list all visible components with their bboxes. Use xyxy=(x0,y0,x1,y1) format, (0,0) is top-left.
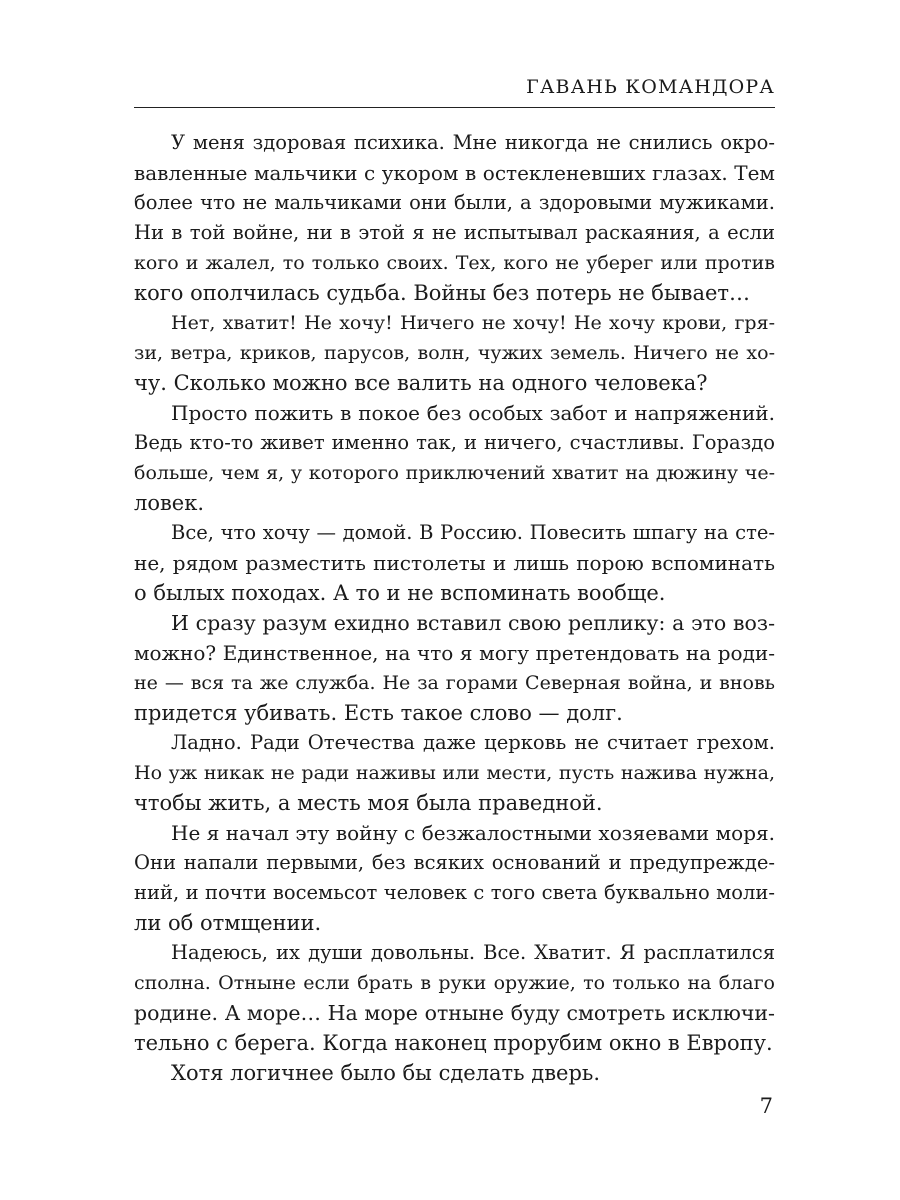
paragraph-line: Ни в той войне, ни в этой я не испытывал раскаяния, а если xyxy=(134,221,775,244)
paragraph-line: Все, что хочу — домой. В Россию. Повесить шпагу на сте- xyxy=(171,521,775,544)
paragraph-line: более что не мальчиками они были, а здоровыми мужиками. xyxy=(134,191,775,214)
paragraph-line: Но уж никак не ради наживы или мести, пусть нажива нужна, xyxy=(134,762,775,784)
paragraph-line: Нет, хватит! Не хочу! Ничего не хочу! Не хочу крови, гря- xyxy=(171,312,775,334)
paragraph-line: ловек. xyxy=(134,491,205,515)
paragraph-line: не, рядом разместить пистолеты и лишь порою вспоминать xyxy=(134,551,775,575)
paragraph-line: Они напали первыми, без всяких оснований и предупрежде- xyxy=(134,851,775,874)
header-rule xyxy=(134,107,775,108)
paragraph-line: Надеюсь, их души довольны. Все. Хватит. Я расплатился xyxy=(171,941,775,964)
paragraph-line: вавленные мальчики с укором в остекленевших глазах. Тем xyxy=(134,161,775,185)
paragraph-line: Ладно. Ради Отечества даже церковь не считает грехом. xyxy=(171,731,775,754)
paragraph-line: можно? Единственное, на что я могу претендовать на роди- xyxy=(134,641,775,665)
paragraph-line: Хотя логичнее было бы сделать дверь. xyxy=(171,1061,601,1085)
paragraph-line: сполна. Отныне если брать в руки оружие, то только на благо xyxy=(134,972,775,994)
paragraph-line: У меня здоровая психика. Мне никогда не снились окро- xyxy=(171,131,775,154)
paragraph-line: Ведь кто-то живет именно так, и ничего, счастливы. Гораздо xyxy=(134,431,775,454)
paragraph-line: ли об отмщении. xyxy=(134,911,322,935)
paragraph-line: о былых походах. А то и не вспоминать вообще. xyxy=(134,581,666,605)
paragraph-line: И сразу разум ехидно вставил свою реплику: а это воз- xyxy=(171,611,775,635)
paragraph-line: чу. Сколько можно все валить на одного человека? xyxy=(134,371,708,395)
paragraph-line: Не я начал эту войну с безжалостными хозяевами моря. xyxy=(171,821,775,845)
body-text xyxy=(134,128,775,1088)
paragraph-line: придется убивать. Есть такое слово — долг. xyxy=(134,701,623,725)
running-head: ГАВАНЬ КОМАНДОРА xyxy=(526,76,775,98)
paragraph-line: родине. А море… На море отныне буду смотреть исключи- xyxy=(134,1001,775,1025)
paragraph-line: чтобы жить, а месть моя была праведной. xyxy=(134,791,603,815)
paragraph-line: Просто пожить в покое без особых забот и напряжений. xyxy=(171,401,775,425)
paragraph-line: больше, чем я, у которого приключений хватит на дюжину че- xyxy=(134,462,775,484)
paragraph-line: кого ополчилась судьба. Войны без потерь не бывает… xyxy=(134,281,751,305)
paragraph-line: зи, ветра, криков, парусов, волн, чужих земель. Ничего не хо- xyxy=(134,342,775,364)
paragraph-line: ний, и почти восемьсот человек с того света буквально моли- xyxy=(134,881,775,904)
paragraph-line: не — вся та же служба. Не за горами Северная война, и вновь xyxy=(134,672,775,694)
paragraph-line: кого и жалел, то только своих. Тех, кого не уберег или против xyxy=(134,252,775,274)
paragraph-line: тельно с берега. Когда наконец прорубим окно в Европу. xyxy=(134,1031,773,1055)
page-number: 7 xyxy=(759,1094,773,1118)
